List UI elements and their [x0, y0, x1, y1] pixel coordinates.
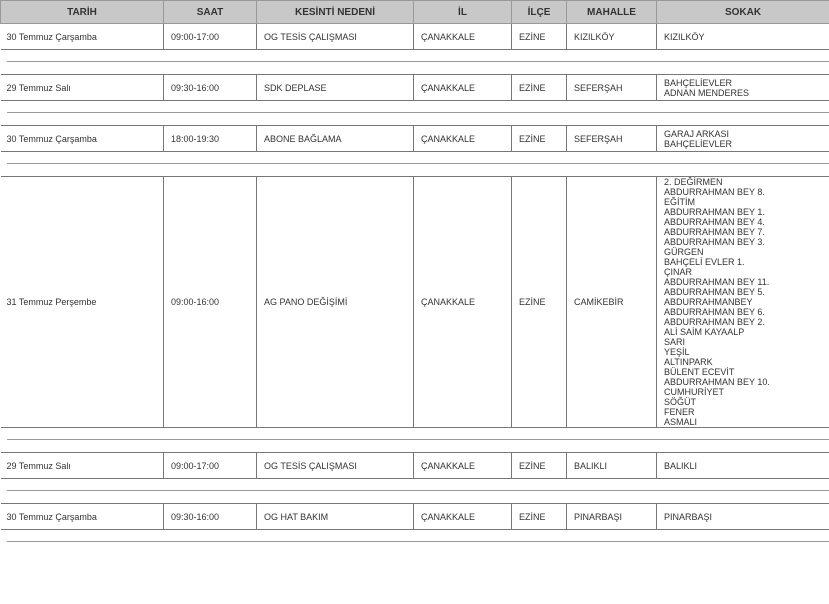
ilce-cell: EZİNE	[512, 24, 567, 50]
mahalle-cell: SEFERŞAH	[567, 126, 657, 152]
row-separator	[1, 101, 829, 126]
table-row	[1, 453, 829, 479]
separator-line	[7, 490, 829, 491]
neden-cell: SDK DEPLASE	[257, 75, 414, 101]
mahalle-cell: BALIKLI	[567, 453, 657, 479]
separator-line	[7, 112, 829, 113]
neden-cell: OG HAT BAKIM	[257, 504, 414, 530]
separator-line	[7, 163, 829, 164]
table-row	[1, 177, 829, 428]
street-name: GARAJ ARKASI	[664, 128, 730, 139]
street-name: KIZILKÖY	[664, 31, 705, 42]
saat-cell: 09:00-16:00	[164, 177, 257, 428]
row-separator	[1, 530, 829, 555]
street-name: FENER	[664, 407, 695, 417]
tarih-cell: 29 Temmuz Salı	[1, 75, 164, 101]
saat-cell: 09:30-16:00	[164, 504, 257, 530]
street-name: BAHÇELİ EVLER 1.	[664, 257, 745, 267]
table-row	[1, 126, 829, 152]
street-name: ADNAN MENDERES	[664, 87, 750, 98]
il-cell: ÇANAKKALE	[414, 504, 512, 530]
header-tarih: TARİH	[1, 1, 164, 24]
il-cell: ÇANAKKALE	[414, 453, 512, 479]
street-name: ABDURRAHMAN BEY 4.	[664, 217, 765, 227]
sokak-cell	[657, 24, 829, 50]
street-name: ABDURRAHMAN BEY 1.	[664, 207, 765, 217]
row-separator	[1, 50, 829, 75]
neden-cell: OG TESİS ÇALIŞMASI	[257, 24, 414, 50]
header-ilce: İLÇE	[512, 1, 567, 24]
header-kesinti-nedeni: KESİNTİ NEDENİ	[257, 1, 414, 24]
street-name: BAHÇELİEVLER	[664, 138, 733, 149]
street-name: ALTINPARK	[664, 357, 713, 367]
street-name: CUMHURİYET	[664, 387, 724, 397]
table-row	[1, 75, 829, 101]
saat-cell: 09:00-17:00	[164, 24, 257, 50]
street-name: 2. DEĞİRMEN	[664, 177, 723, 187]
mahalle-cell: KIZILKÖY	[567, 24, 657, 50]
sokak-cell	[657, 504, 829, 530]
il-cell: ÇANAKKALE	[414, 75, 512, 101]
street-name: ABDURRAHMAN BEY 6.	[664, 307, 765, 317]
street-name: BALIKLI	[664, 460, 698, 471]
street-name: ÇINAR	[664, 267, 693, 277]
separator-line	[7, 541, 829, 542]
ilce-cell: EZİNE	[512, 75, 567, 101]
street-name: ABDURRAHMAN BEY 7.	[664, 227, 765, 237]
mahalle-cell: PINARBAŞI	[567, 504, 657, 530]
ilce-cell: EZİNE	[512, 177, 567, 428]
header-sokak: SOKAK	[657, 1, 829, 24]
tarih-cell: 30 Temmuz Çarşamba	[1, 24, 164, 50]
street-name: BÜLENT ECEVİT	[664, 367, 735, 377]
sokak-cell	[657, 177, 829, 428]
tarih-cell: 30 Temmuz Çarşamba	[1, 504, 164, 530]
mahalle-cell: SEFERŞAH	[567, 75, 657, 101]
il-cell: ÇANAKKALE	[414, 177, 512, 428]
header-saat: SAAT	[164, 1, 257, 24]
neden-cell: AG PANO DEĞİŞİMİ	[257, 177, 414, 428]
street-name: PINARBAŞI	[664, 511, 713, 522]
street-name: YEŞİL	[664, 347, 690, 357]
street-name: ABDURRAHMAN BEY 2.	[664, 317, 765, 327]
mahalle-cell: CAMİKEBİR	[567, 177, 657, 428]
table-row	[1, 504, 829, 530]
row-separator	[1, 428, 829, 453]
street-name: ABDURRAHMAN BEY 11.	[664, 277, 770, 287]
neden-cell: ABONE BAĞLAMA	[257, 126, 414, 152]
saat-cell: 09:30-16:00	[164, 75, 257, 101]
ilce-cell: EZİNE	[512, 126, 567, 152]
ilce-cell: EZİNE	[512, 504, 567, 530]
separator-line	[7, 61, 829, 62]
ilce-cell: EZİNE	[512, 453, 567, 479]
saat-cell: 18:00-19:30	[164, 126, 257, 152]
header-mahalle: MAHALLE	[567, 1, 657, 24]
il-cell: ÇANAKKALE	[414, 24, 512, 50]
tarih-cell: 31 Temmuz Perşembe	[1, 177, 164, 428]
outage-table-body	[1, 24, 829, 555]
saat-cell: 09:00-17:00	[164, 453, 257, 479]
table-row	[1, 24, 829, 50]
street-name: ABDURRAHMAN BEY 8.	[664, 187, 765, 197]
separator-line	[7, 439, 829, 440]
sokak-cell	[657, 453, 829, 479]
header-row	[1, 1, 829, 24]
tarih-cell: 30 Temmuz Çarşamba	[1, 126, 164, 152]
tarih-cell: 29 Temmuz Salı	[1, 453, 164, 479]
row-separator	[1, 479, 829, 504]
street-name: SARI	[664, 337, 686, 347]
sokak-cell	[657, 75, 829, 101]
header-il: İL	[414, 1, 512, 24]
street-name: ALİ SAİM KAYAALP	[664, 327, 745, 337]
row-separator	[1, 152, 829, 177]
street-name: ABDURRAHMAN BEY 10.	[664, 377, 770, 387]
street-name: ABDURRAHMAN BEY 5.	[664, 287, 765, 297]
il-cell: ÇANAKKALE	[414, 126, 512, 152]
street-name: ABDURRAHMAN BEY 3.	[664, 237, 765, 247]
street-name: ASMALI	[664, 417, 698, 427]
sokak-cell	[657, 126, 829, 152]
street-name: BAHÇELİEVLER	[664, 77, 733, 88]
neden-cell: OG TESİS ÇALIŞMASI	[257, 453, 414, 479]
street-name: ABDURRAHMANBEY	[664, 297, 753, 307]
street-name: SÖĞÜT	[664, 397, 697, 407]
street-name: EĞİTİM	[664, 197, 695, 207]
street-name: GÜRGEN	[664, 247, 704, 257]
